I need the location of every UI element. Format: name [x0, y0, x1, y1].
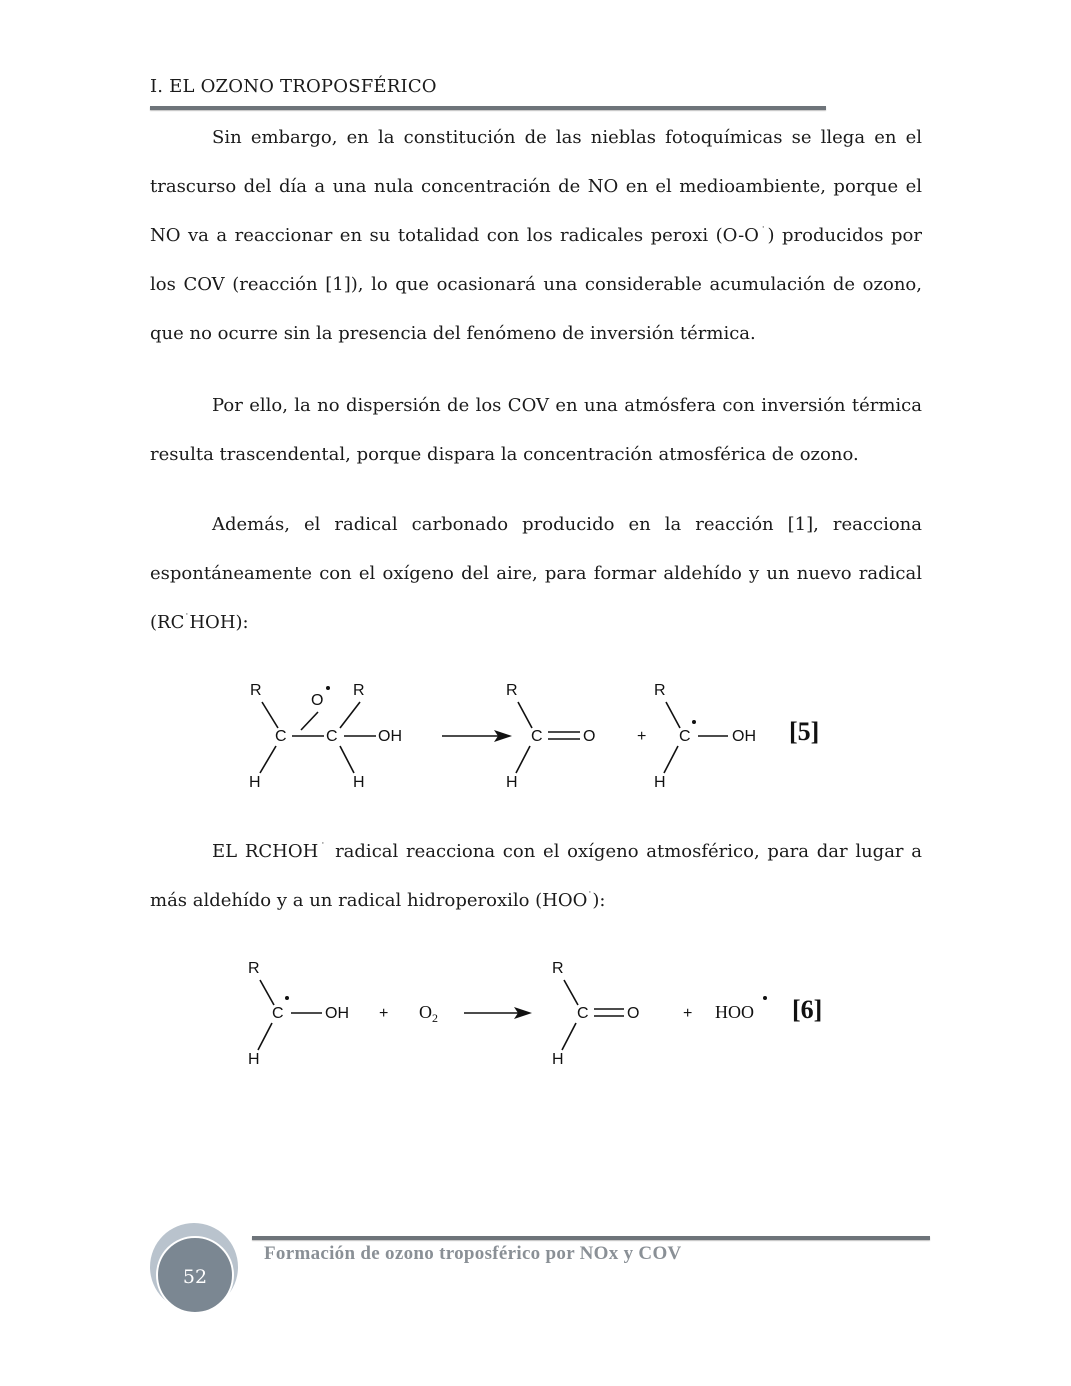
footer-rule	[252, 1236, 930, 1240]
atom-h: H	[552, 1051, 564, 1068]
radical-dot: ˙	[318, 842, 328, 853]
bond	[664, 746, 678, 773]
radical-dot-mark	[326, 686, 330, 690]
header-rule	[150, 106, 826, 110]
radical-dot-mark	[285, 996, 289, 1000]
reaction-5-diagram	[0, 670, 1071, 800]
o2-base: O	[419, 1002, 432, 1022]
bond	[258, 1023, 272, 1050]
radical-dot: ˙	[758, 226, 768, 237]
p4-text-a: EL RCHOH	[212, 841, 319, 862]
p4-text-c: ):	[592, 890, 606, 911]
atom-oh: OH	[378, 728, 402, 745]
bond	[260, 980, 274, 1005]
atom-h: H	[353, 774, 365, 791]
atom-o: O	[311, 692, 324, 709]
atom-r: R	[250, 682, 262, 699]
reaction-number: [5]	[789, 717, 820, 746]
bond	[340, 746, 354, 773]
bond	[260, 746, 276, 773]
bond	[518, 702, 532, 728]
p4-text-b: radical reacciona con el oxígeno atmosférico, para dar lugar a más aldehído y a un radical hidroperoxilo (HOO	[150, 841, 923, 911]
paragraph-rchoh-radical	[150, 827, 922, 925]
bond	[340, 702, 360, 728]
atom-c: C	[531, 728, 543, 745]
radical-dot: ˙	[587, 891, 593, 902]
atom-r: R	[654, 682, 666, 699]
atom-c: C	[679, 728, 691, 745]
reaction-number: [6]	[792, 995, 823, 1024]
p3-text-a: Además, el radical carbonado producido en la reacción [1], reacciona espontáneamente con el oxígeno del aire, para formar aldehído y un nuevo radical (RC	[150, 514, 922, 633]
atom-c: C	[272, 1005, 284, 1022]
paragraph-radical-carbonado	[150, 500, 922, 647]
atom-c: C	[326, 728, 338, 745]
bond	[564, 980, 578, 1005]
atom-o: O	[627, 1005, 640, 1022]
atom-h: H	[249, 774, 261, 791]
plus-sign: +	[683, 1005, 693, 1022]
bond	[562, 1023, 576, 1050]
atom-c: C	[577, 1005, 589, 1022]
atom-r: R	[552, 960, 564, 977]
p1-text-b: ) producidos por los COV (reacción [1]), lo que ocasionará una considerable acumulación de ozono, que no ocurre sin la presencia del fenómeno de inversión térmica.	[150, 225, 922, 344]
paragraph-dispersion-cov	[150, 381, 922, 479]
atom-h: H	[654, 774, 666, 791]
hydroperoxyl-radical: HOO	[715, 1002, 754, 1022]
atom-o: O	[583, 728, 596, 745]
radical-dot-mark	[692, 720, 696, 724]
p2-text: Por ello, la no dispersión de los COV en una atmósfera con inversión térmica resulta trascendental, porque dispara la concentración atmosférica de ozono.	[150, 395, 922, 465]
atom-c: C	[275, 728, 287, 745]
bond	[666, 702, 680, 728]
atom-r: R	[506, 682, 518, 699]
atom-oh: OH	[732, 728, 756, 745]
p3-text-b: HOH):	[189, 612, 249, 633]
oxygen-molecule	[419, 1002, 438, 1025]
reaction-6-diagram	[0, 950, 1071, 1070]
bond	[262, 702, 278, 728]
radical-dot-mark	[763, 996, 767, 1000]
atom-h: H	[248, 1051, 260, 1068]
atom-r: R	[248, 960, 260, 977]
plus-sign: +	[379, 1005, 389, 1022]
atom-oh: OH	[325, 1005, 349, 1022]
p1-text-a: Sin embargo, en la constitución de las nieblas fotoquímicas se llega en el trascurso del día a una nula concentración de NO en el medioambiente, porque el NO va a reaccionar en su totalidad con los radicales peroxi (O-O	[150, 127, 922, 246]
bond	[301, 712, 318, 730]
page-number: 52	[182, 1266, 208, 1288]
plus-sign: +	[637, 728, 647, 745]
atom-h: H	[506, 774, 518, 791]
o2-subscript: 2	[432, 1011, 438, 1025]
bond	[516, 746, 530, 773]
running-header: I. EL OZONO TROPOSFÉRICO	[150, 76, 437, 97]
radical-dot: ˙	[184, 613, 190, 624]
atom-r: R	[353, 682, 365, 699]
running-footer: Formación de ozono troposférico por NOx y COV	[264, 1243, 682, 1264]
paragraph-nieblas-fotoquimicas	[150, 113, 922, 358]
